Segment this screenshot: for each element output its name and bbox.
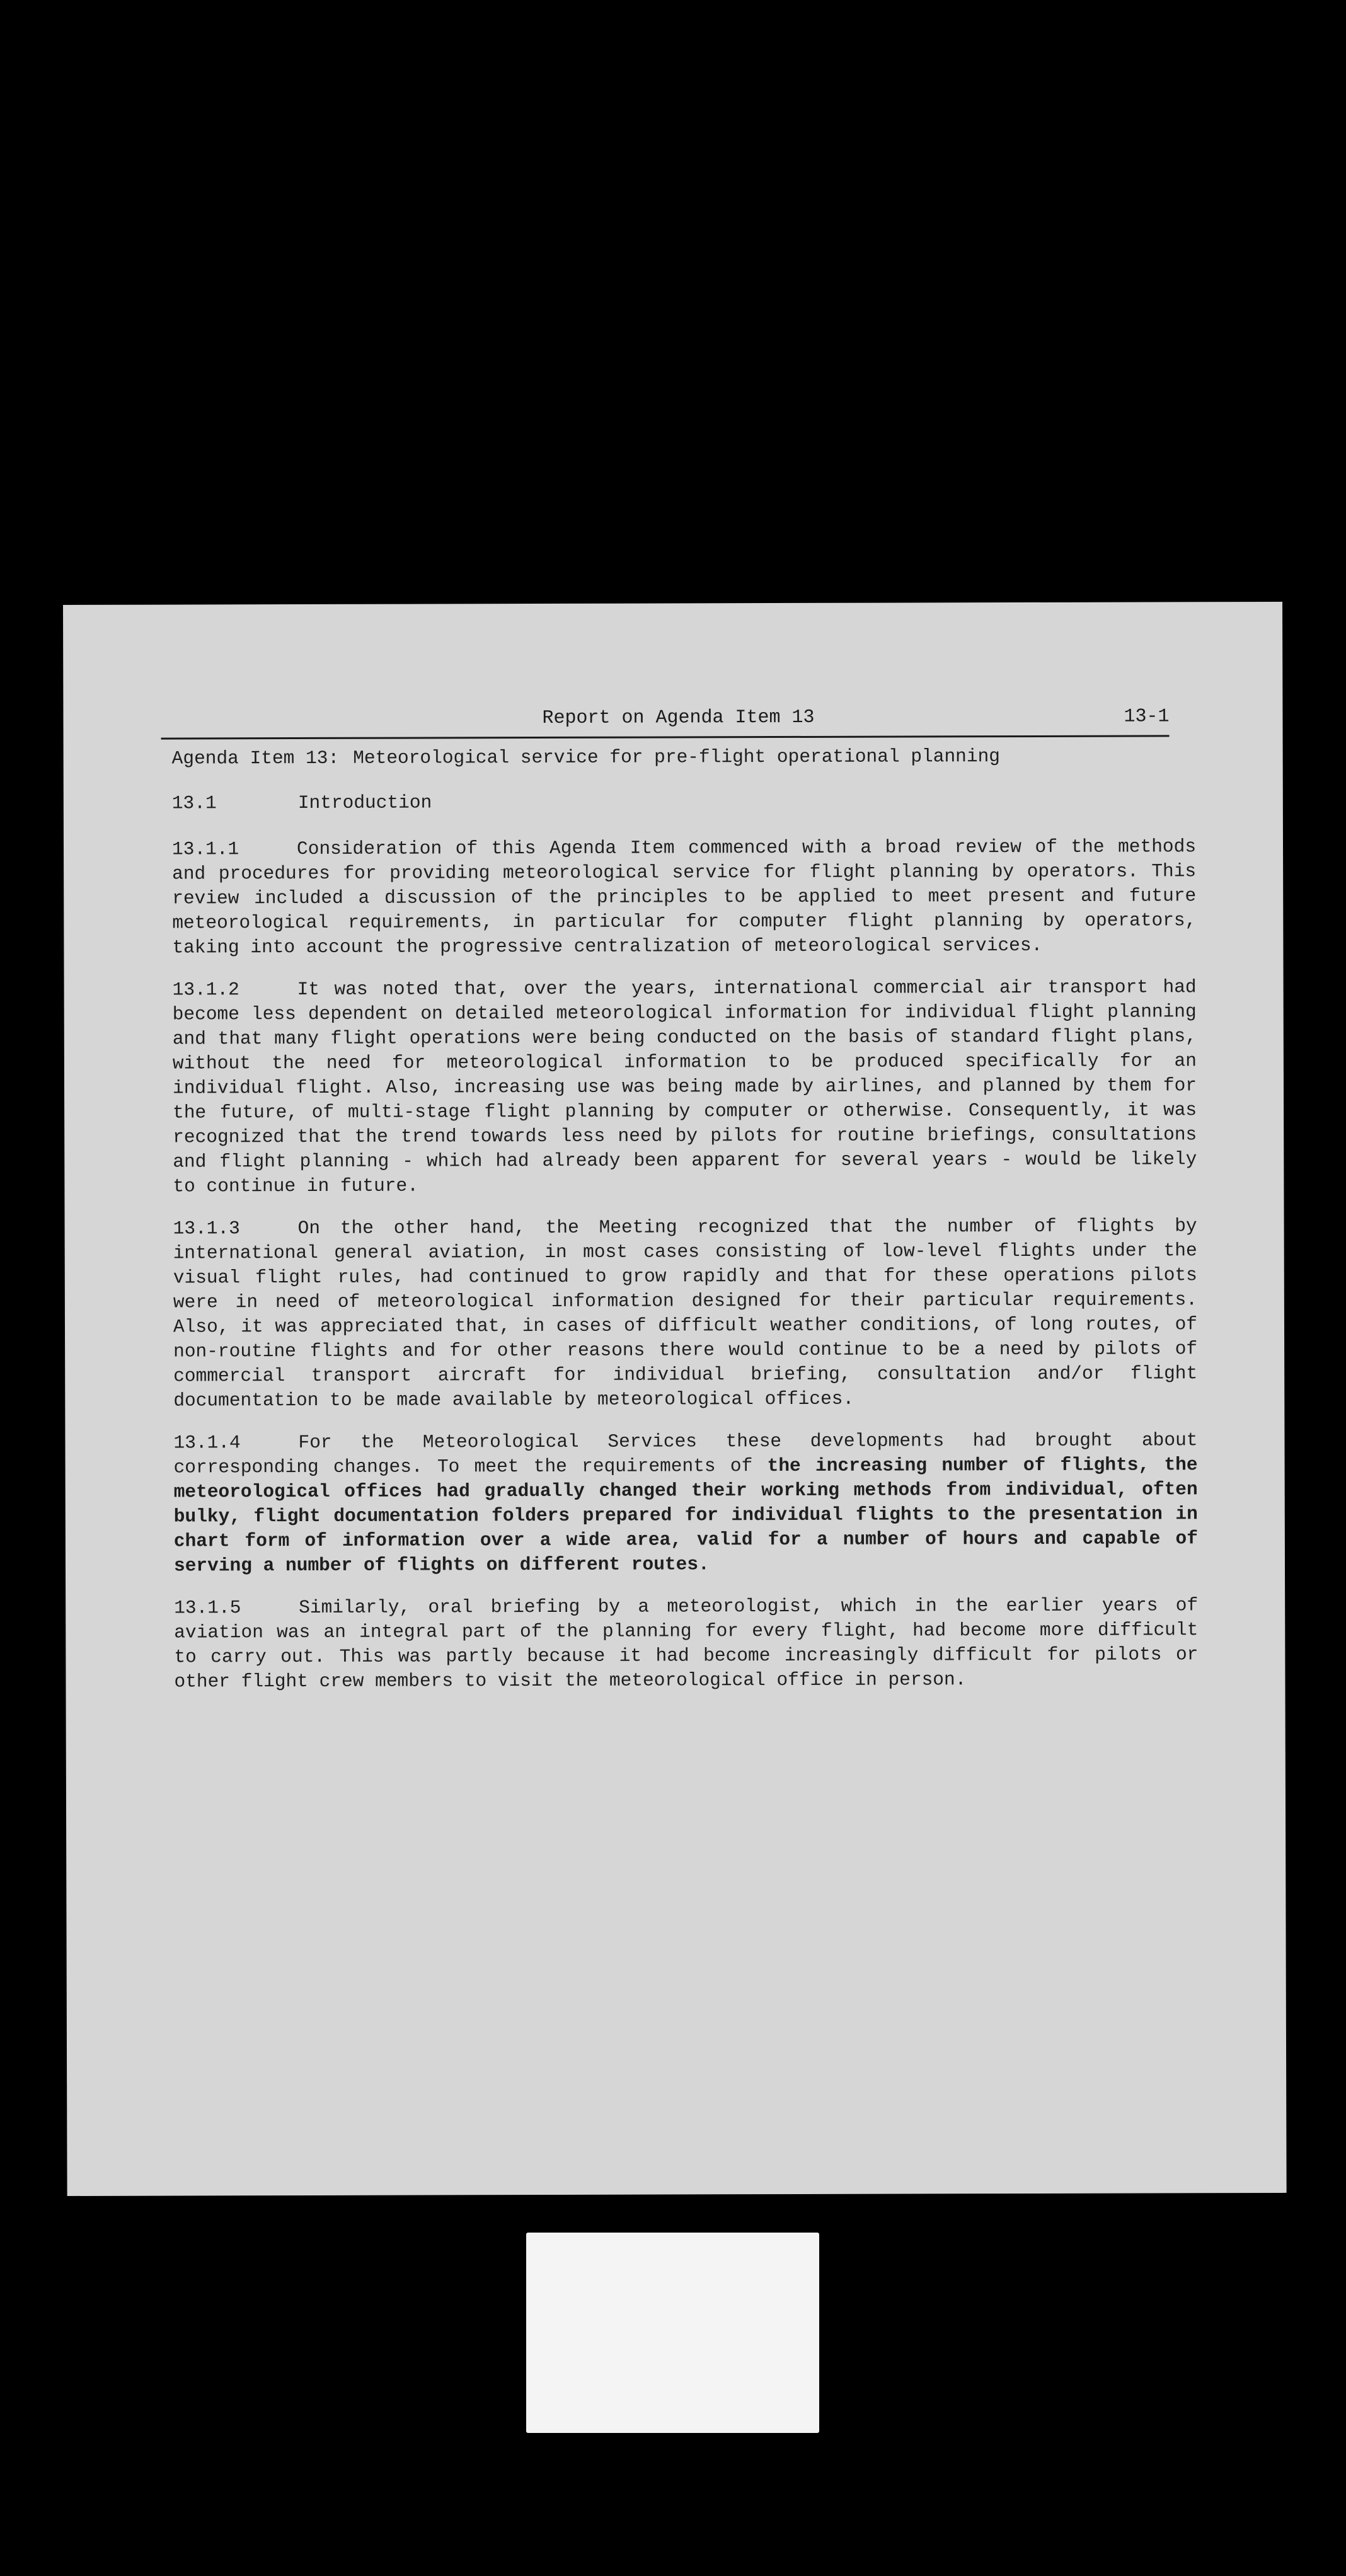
page-header [161, 706, 1169, 739]
paragraph-number: 13.1.2 [172, 979, 239, 1001]
paragraph-text: Consideration of this Agenda Item commenced with a broad review of the methods and procedures for providing meteorological service for flight planning by operators. This review included a discussion of the principles to be applied to meet present and future meteorological requirements, in particular for computer flight planning by operators, taking into account the progressive centralization of meteorological services. [172, 836, 1197, 958]
section-heading [172, 788, 1196, 815]
paragraph-text: For the Meteorological Services these developments had brought about corresponding changes. To meet the requirements of [173, 1429, 1198, 1478]
document-body [172, 744, 1199, 1711]
paragraph-number: 13.1.4 [173, 1432, 241, 1454]
document-page [63, 602, 1287, 2196]
section-title: Introduction [297, 791, 432, 814]
paragraph [173, 1214, 1198, 1413]
paragraph [174, 1593, 1198, 1694]
header-title: Report on Agenda Item 13 [542, 706, 815, 730]
paragraph-number: 13.1.3 [173, 1217, 240, 1239]
section-number: 13.1 [171, 792, 217, 814]
paragraph-number: 13.1.5 [174, 1597, 241, 1619]
paragraph-text: On the other hand, the Meeting recognized that the number of flights by international general aviation, in most cases consisting of low-level flights under the visual flight rules, had continued to grow rapidly and that for these operations pilots were in need of meteorological information designed for their particular requirements. Also, it was appreciated that, in cases of difficult weather conditions, of long routes, of non-routine flights and for other reasons there would continue to be a need by pilots of commercial transport aircraft for individual briefing, consultation and/or flight documentation to be made available by meteorological offices. [173, 1215, 1198, 1412]
paragraph [172, 834, 1197, 960]
paragraph-bold-text: the increasing number of flights, the meteorological offices had gradually changed their working methods from individual, often bulky, flight documentation folders prepared for individual flights to the presentation in chart form of information over a wide area, valid for a number of hours and capable of serving a number of flights on different routes. [173, 1454, 1198, 1577]
blank-tab-card [526, 2233, 819, 2433]
paragraph-number: 13.1.1 [171, 838, 239, 860]
page-number: 13-1 [1124, 706, 1170, 728]
agenda-heading [172, 744, 1196, 771]
agenda-title: Meteorological service for pre-flight operational planning [353, 745, 1001, 769]
paragraph-text: It was noted that, over the years, international commercial air transport had become less dependent on detailed meteorological information for individual flight planning and that many flight operations were being conducted on the basis of standard flight plans, without the need for meteorological information to be produced specifically for an individual flight. Also, increasing use was being made by airlines, and planned by them for the future, of multi-stage flight planning by computer or otherwise. Consequently, it was recognized that the trend towards less need by pilots for routine briefings, consultations and flight planning - which had already been apparent for several years - would be likely to continue in future. [172, 976, 1197, 1197]
paragraph [173, 1428, 1198, 1578]
paragraph [173, 975, 1197, 1199]
agenda-label: Agenda Item 13: [171, 747, 340, 769]
paragraph-text: Similarly, oral briefing by a meteorologist, which in the earlier years of aviation was an integral part of the planning for every flight, had become more difficult to carry out. This was partly because it had become increasingly difficult for pilots or other flight crew members to visit the meteorological office in person. [174, 1594, 1199, 1693]
